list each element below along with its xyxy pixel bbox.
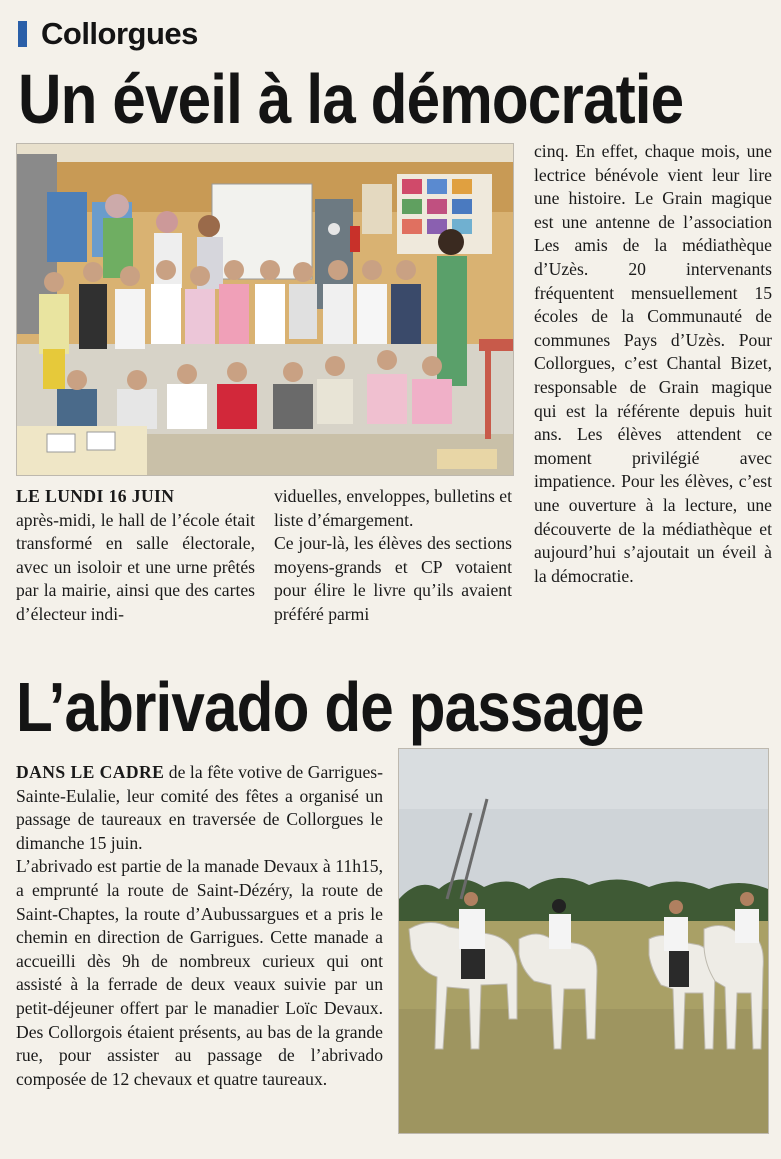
section-marker (18, 21, 27, 47)
article1-column-2 (274, 485, 512, 627)
section-tag (18, 14, 198, 54)
article1-column-1 (16, 485, 255, 627)
article2-headline: L’abrivado de passage (16, 668, 644, 746)
article1-lead: LE LUNDI 16 JUIN (16, 486, 175, 506)
article1-col2-paragraph-1: viduelles, enveloppes, bulletins et liste d’émargement. (274, 486, 512, 530)
article1-col1-text: après-midi, le hall de l’école était transformé en salle électorale, avec un isoloir et une urne prêtés par la mairie, ainsi que des cartes d’électeur indi- (16, 509, 255, 624)
article2-paragraph-1-text: de la fête votive de Garrigues-Sainte-Eulalie, leur comité des fêtes a organisé un passage de taureaux en traversée de Collorgues le dimanche 15 juin. (16, 762, 383, 853)
article2-lead: DANS LE CADRE (16, 762, 165, 782)
article1-col3-text: cinq. En effet, chaque mois, une lectrice bénévole vient leur lire une histoire. Le Grain magique est une antenne de l’association Les amis de la médiathèque d’Uzès. 20 intervenants fréquentent mensuellement 15 écoles de la Communauté de communes Pays d’Uzès. Pour Collorgues, c’est Chantal Bizet, responsable de Grain magique qui est la référente depuis huit ans. Les élèves attendent ce moment privilégié avec impatience. Pour les élèves, c’est une ouverture à la lecture, une découverte de la médiathèque et aujourd’hui s’ajoutait un éveil à la démocratie. (534, 141, 772, 586)
article2-paragraph-1 (16, 761, 383, 855)
horse-riders-photo-icon (399, 749, 768, 1133)
article1-column-3 (534, 140, 772, 588)
article2-paragraph-2: L’abrivado est partie de la manade Devaux à 11h15, a emprunté la route de Saint-Dézéry, la route de Saint-Chaptes, la route d’Aubussargues et a pris le chemin en direction de Garrigues. Cette manade a accueilli dès 9h de nombreux curieux qui ont assisté à la ferrade de deux veaux suivie par un petit-déjeuner offert par le manadier Loïc Devaux. Des Collorgois étaient présents, au bas de la grande rue, pour assister au passage de l’abrivado composée de 12 chevaux et quatre taureaux. (16, 856, 383, 1089)
classroom-group-photo-icon (17, 144, 513, 475)
article2-column (16, 761, 383, 1091)
section-label: Collorgues (41, 16, 198, 51)
article1-headline: Un éveil à la démocratie (18, 60, 684, 138)
article1-col2-paragraph-2: Ce jour-là, les élèves des sections moyens-grands et CP votaient pour élire le livre qu’ils avaient préféré parmi (274, 533, 512, 624)
article1-photo (16, 143, 514, 476)
article2-photo (398, 748, 769, 1134)
